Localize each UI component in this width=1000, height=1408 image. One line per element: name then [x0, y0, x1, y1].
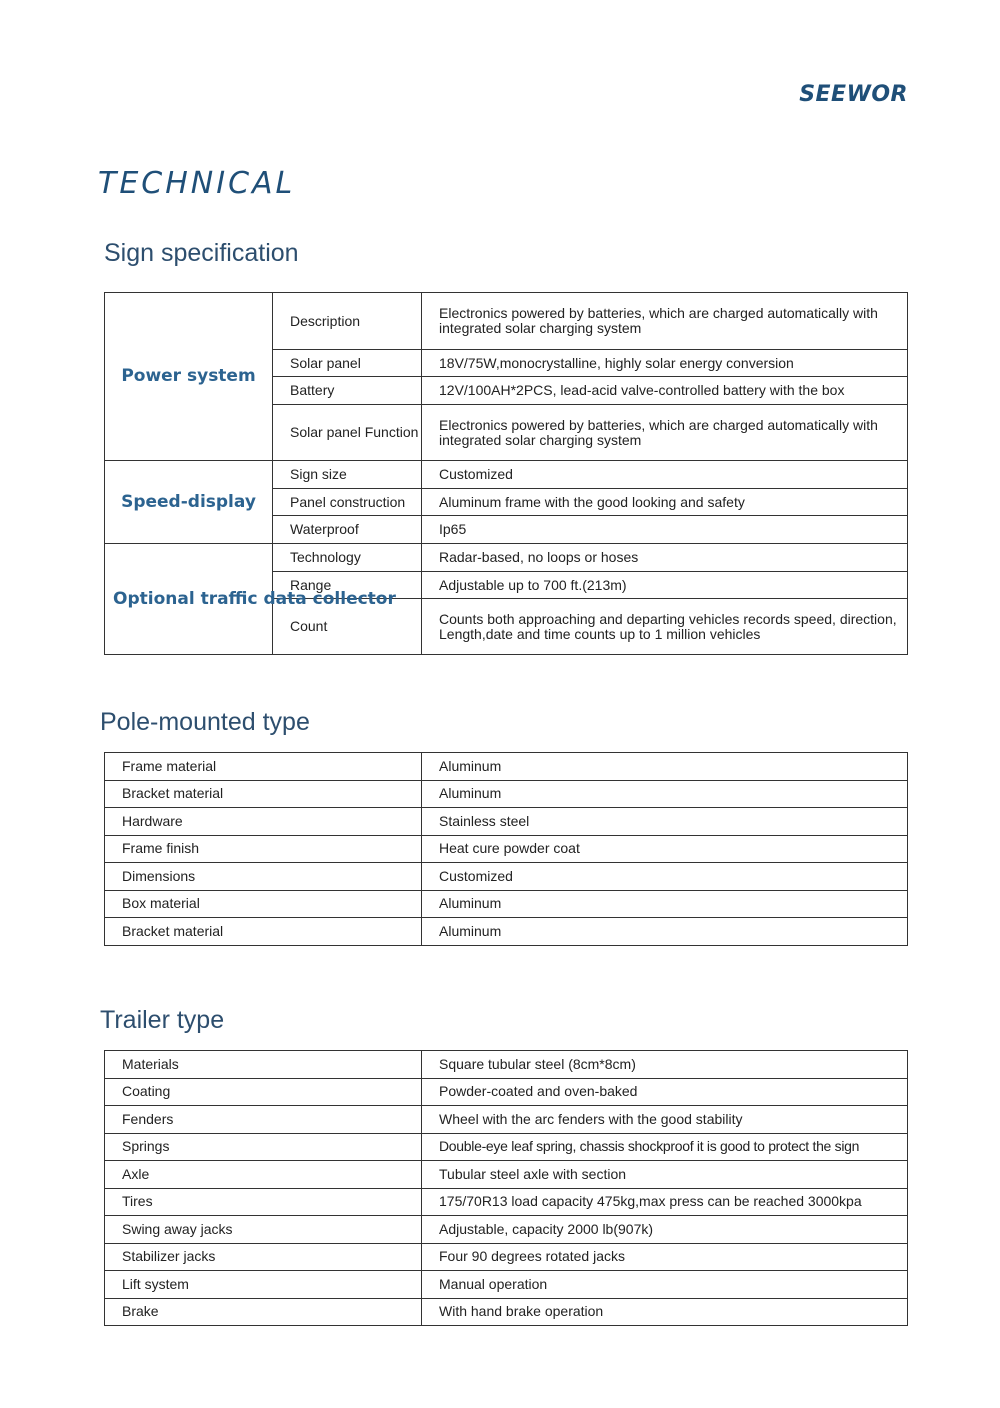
row-label: Sign size — [273, 461, 422, 489]
trailer-table — [104, 1050, 908, 1326]
table-row — [105, 1216, 908, 1244]
row-label: Battery — [273, 377, 422, 405]
row-label: Technology — [273, 544, 422, 572]
brand-logo: SEEWOR — [799, 82, 908, 107]
row-value: Electronics powered by batteries, which are charged automatically with integrated solar charging system — [422, 405, 908, 461]
row-value: Customized — [422, 461, 908, 489]
page-title: TECHNICAL — [98, 166, 296, 201]
row-value: With hand brake operation — [422, 1298, 908, 1326]
group-label-optional-traffic-data-collector: Optional traffic data collector — [105, 544, 273, 655]
row-label: Coating — [105, 1078, 422, 1106]
section-title-pole-mounted-type: Pole-mounted type — [100, 708, 310, 736]
table-row — [105, 1188, 908, 1216]
row-value: Aluminum — [422, 890, 908, 918]
sign-specification-table — [104, 292, 908, 655]
table-row — [105, 1106, 908, 1134]
pole-mounted-table — [104, 752, 908, 946]
row-label: Solar panel — [273, 350, 422, 377]
row-value: Ip65 — [422, 516, 908, 544]
row-value: Counts both approaching and departing vehicles records speed, direction, Length,date and time counts up to 1 million vehicles — [422, 599, 908, 655]
table-row — [105, 1298, 908, 1326]
table-row — [105, 918, 908, 946]
table-row — [105, 461, 908, 489]
row-value: Adjustable, capacity 2000 lb(907k) — [422, 1216, 908, 1244]
table-row — [105, 1161, 908, 1189]
row-value: Electronics powered by batteries, which are charged automatically with integrated solar charging system — [422, 293, 908, 350]
table-row — [105, 890, 908, 918]
row-value: Tubular steel axle with section — [422, 1161, 908, 1189]
row-label: Description — [273, 293, 422, 350]
row-value: Radar-based, no loops or hoses — [422, 544, 908, 572]
table-row — [105, 780, 908, 808]
section-title-trailer-type: Trailer type — [100, 1006, 225, 1034]
row-label: Solar panel Function — [273, 405, 422, 461]
row-label: Count — [273, 599, 422, 655]
row-value: Adjustable up to 700 ft.(213m) — [422, 572, 908, 599]
row-label: Range — [273, 572, 422, 599]
table-row — [105, 1051, 908, 1079]
group-label-power-system: Power system — [105, 293, 273, 461]
row-label: Bracket material — [105, 780, 422, 808]
row-label: Lift system — [105, 1271, 422, 1299]
row-label: Waterproof — [273, 516, 422, 544]
group-label-speed-display: Speed-display — [105, 461, 273, 544]
row-value: 18V/75W,monocrystalline, highly solar energy conversion — [422, 350, 908, 377]
row-label: Tires — [105, 1188, 422, 1216]
row-label: Stabilizer jacks — [105, 1243, 422, 1271]
table-row — [105, 863, 908, 891]
row-label: Frame finish — [105, 835, 422, 863]
table-row — [105, 544, 908, 572]
row-value: 12V/100AH*2PCS, lead-acid valve-controlled battery with the box — [422, 377, 908, 405]
row-label: Hardware — [105, 808, 422, 836]
row-label: Materials — [105, 1051, 422, 1079]
row-label: Springs — [105, 1133, 422, 1161]
row-label: Dimensions — [105, 863, 422, 891]
row-value: Four 90 degrees rotated jacks — [422, 1243, 908, 1271]
table-row — [105, 1078, 908, 1106]
row-value: Customized — [422, 863, 908, 891]
row-value: Double-eye leaf spring, chassis shockproof it is good to protect the sign — [422, 1133, 908, 1161]
row-value: Square tubular steel (8cm*8cm) — [422, 1051, 908, 1079]
row-label: Fenders — [105, 1106, 422, 1134]
row-value: Aluminum — [422, 918, 908, 946]
row-value: Heat cure powder coat — [422, 835, 908, 863]
table-row — [105, 835, 908, 863]
row-label: Axle — [105, 1161, 422, 1189]
section-title-sign-specification: Sign specification — [104, 239, 299, 267]
row-label: Panel construction — [273, 489, 422, 516]
row-value: Aluminum frame with the good looking and safety — [422, 489, 908, 516]
table-row — [105, 1133, 908, 1161]
row-value: Powder-coated and oven-baked — [422, 1078, 908, 1106]
row-value: Wheel with the arc fenders with the good stability — [422, 1106, 908, 1134]
row-value: Aluminum — [422, 780, 908, 808]
table-row — [105, 753, 908, 781]
row-value: Stainless steel — [422, 808, 908, 836]
row-label: Frame material — [105, 753, 422, 781]
row-label: Box material — [105, 890, 422, 918]
row-label: Brake — [105, 1298, 422, 1326]
table-row — [105, 1243, 908, 1271]
table-row — [105, 808, 908, 836]
row-value: Aluminum — [422, 753, 908, 781]
row-label: Bracket material — [105, 918, 422, 946]
row-label: Swing away jacks — [105, 1216, 422, 1244]
table-row — [105, 293, 908, 350]
row-value: Manual operation — [422, 1271, 908, 1299]
table-row — [105, 1271, 908, 1299]
row-value: 175/70R13 load capacity 475kg,max press can be reached 3000kpa — [422, 1188, 908, 1216]
